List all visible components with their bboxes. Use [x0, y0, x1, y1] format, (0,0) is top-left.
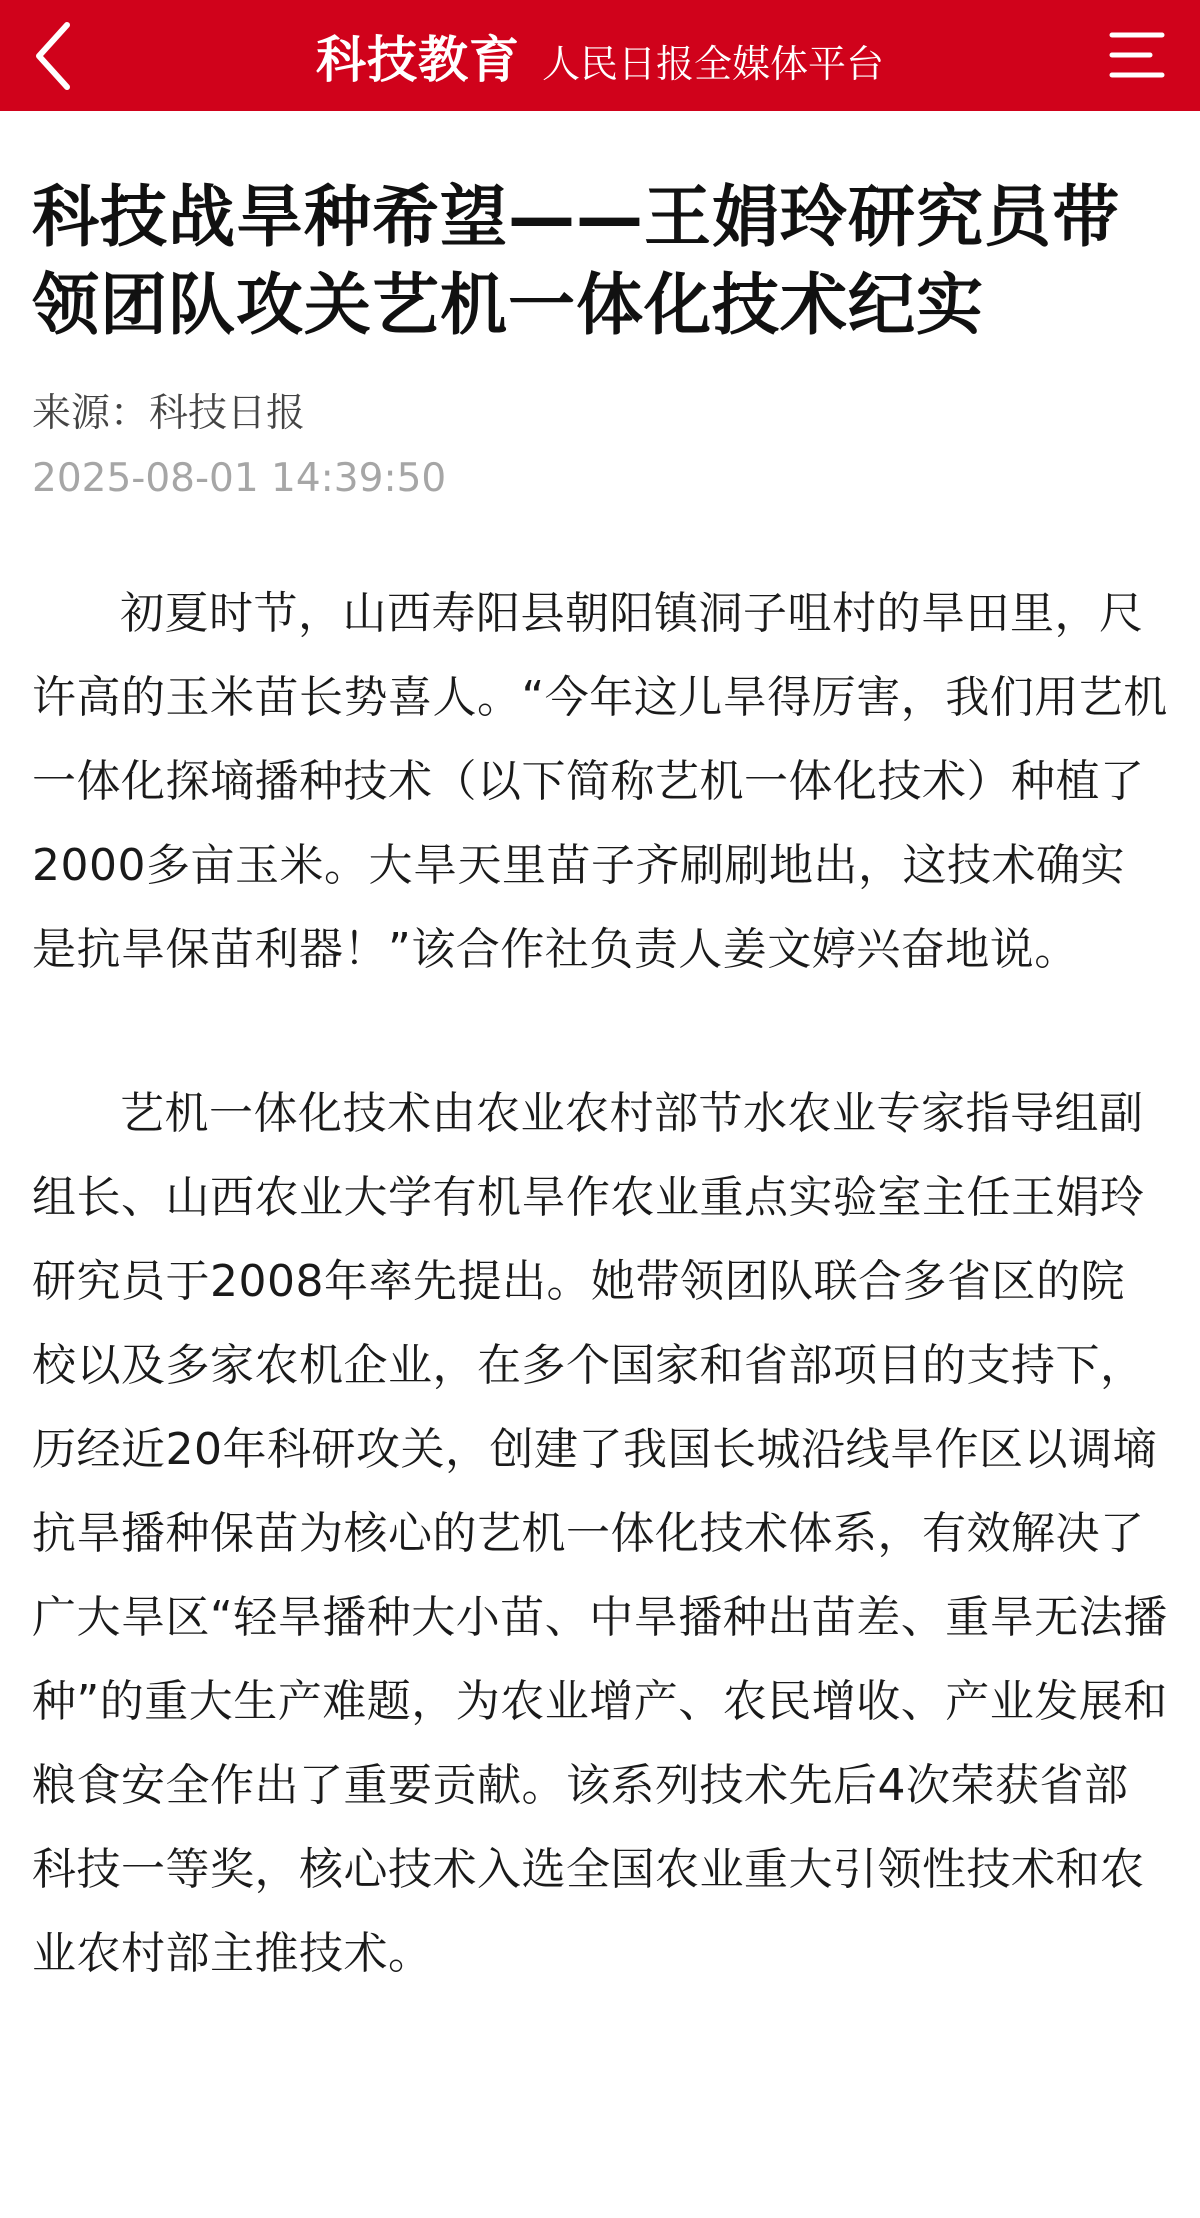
back-button[interactable] — [18, 14, 88, 98]
article-title: 科技战旱种希望——王娟玲研究员带领团队攻关艺机一体化技术纪实 — [32, 178, 1120, 344]
chevron-left-icon — [31, 19, 75, 93]
article-paragraph: 艺机一体化技术由农业农村部节水农业专家指导组副组长、山西农业大学有机旱作农业重点实验室主任王娟玲研究员于2008年率先提出。她带领团队联合多省区的院校以及多家农机企业，在多个国家和省部项目的支持下，历经近20年科研攻关，创建了我国长城沿线旱作区以调墒抗旱播种保苗为核心的艺机一体化技术体系，有效解决了广大旱区“轻旱播种大小苗、中旱播种出苗差、重旱无法播种”的重大生产难题，为农业增产、农民增收、产业发展和粮食安全作出了重要贡献。该系列技术先后4次荣获省部科技一等奖，核心技术入选全国农业重大引领性技术和农业农村部主推技术。 — [32, 1088, 1168, 1979]
menu-button[interactable] — [1102, 22, 1172, 88]
brand-name: 科技教育 — [315, 30, 520, 89]
article-meta — [32, 389, 1168, 504]
article-timestamp: 2025-08-01 14:39:50 — [32, 456, 447, 501]
hamburger-menu-icon — [1106, 27, 1168, 83]
article — [0, 111, 1200, 1996]
top-bar — [0, 0, 1200, 111]
brand — [316, 20, 884, 92]
article-source: 来源：科技日报 — [32, 391, 306, 436]
article-paragraph: 初夏时节，山西寿阳县朝阳镇洞子咀村的旱田里，尺许高的玉米苗长势喜人。“今年这儿旱得厉害，我们用艺机一体化探墒播种技术（以下简称艺机一体化技术）种植了2000多亩玉米。大旱天里苗子齐刷刷地出，这技术确实是抗旱保苗利器！”该合作社负责人姜文婷兴奋地说。 — [32, 588, 1168, 975]
brand-subtitle: 人民日报全媒体平台 — [541, 41, 884, 86]
